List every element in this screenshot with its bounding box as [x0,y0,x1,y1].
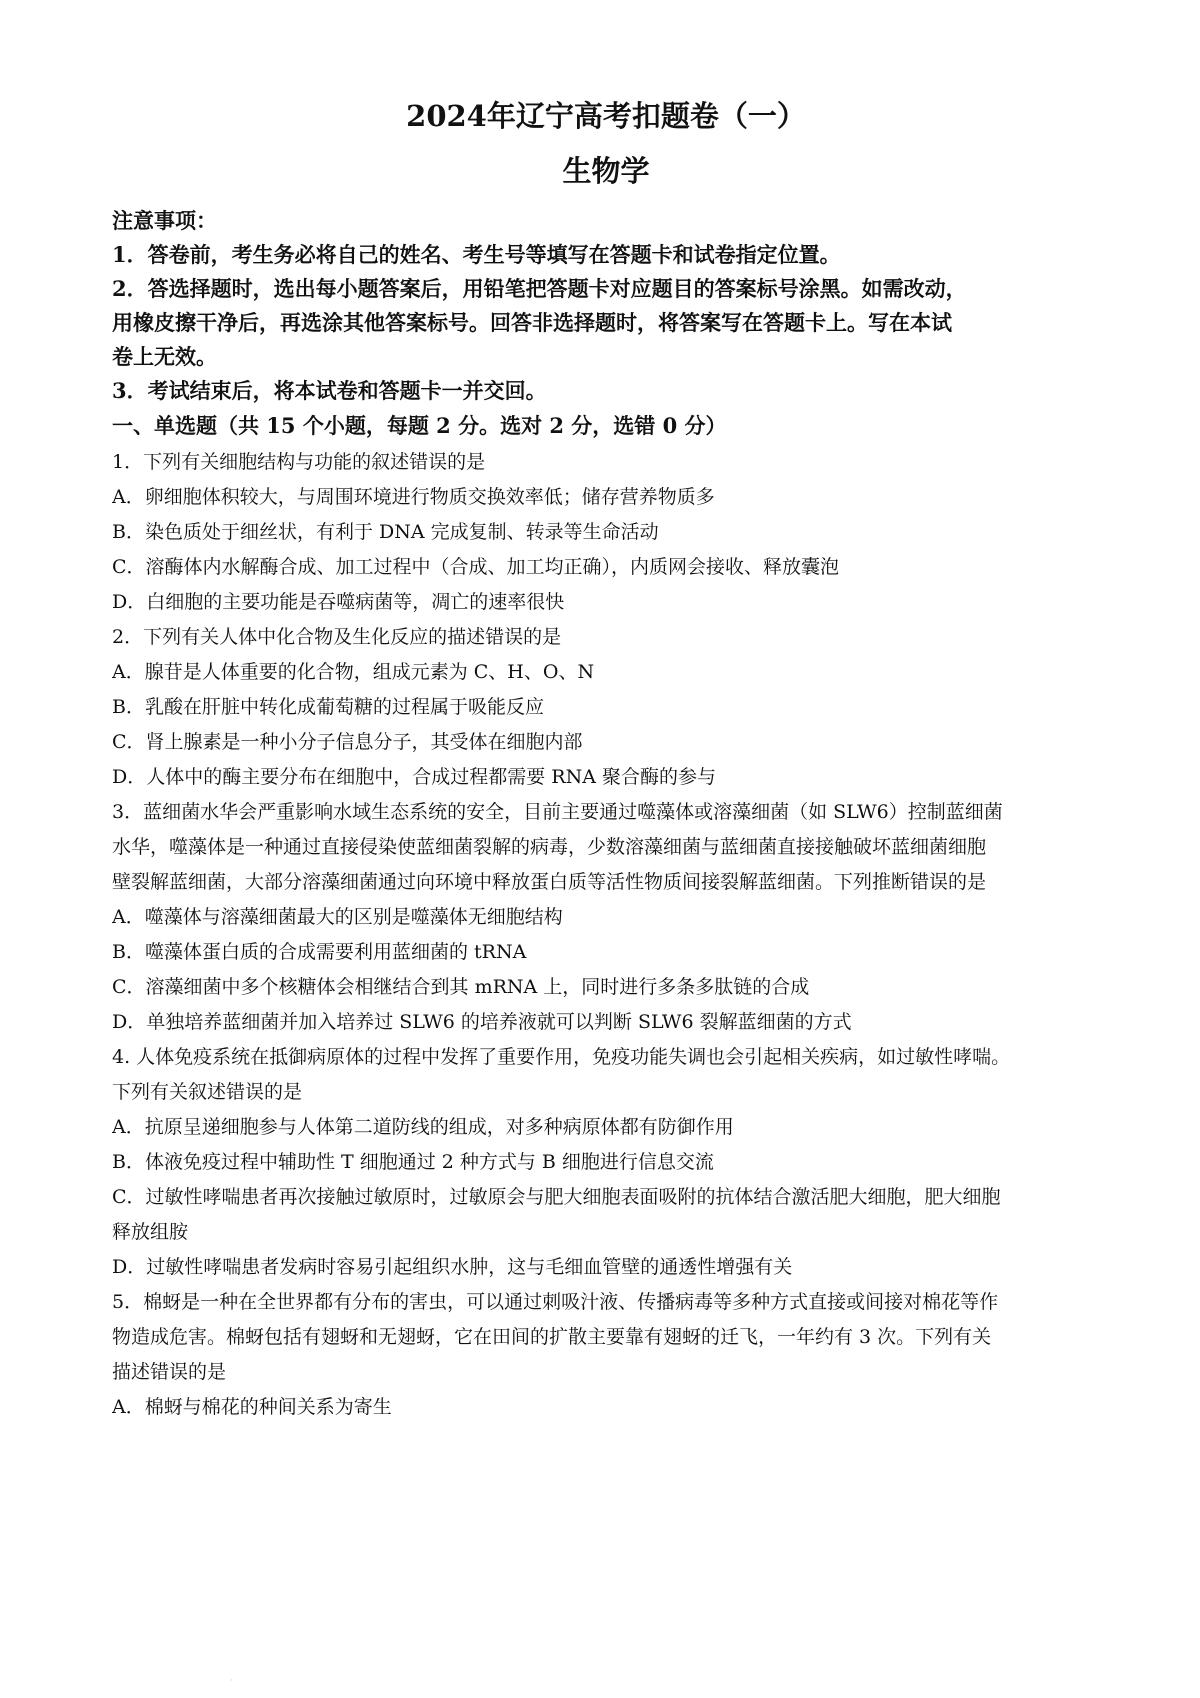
question-stem: 5．棉蚜是一种在全世界都有分布的害虫，可以通过刺吸汁液、传播病毒等多种方式直接或间接对棉花等作 [112,1291,999,1313]
exam-page [112,0,1100,1698]
question-stem: 水华，噬藻体是一种通过直接侵染使蓝细菌裂解的病毒，少数溶藻细菌与蓝细菌直接接触破坏蓝细菌细胞 [112,836,987,858]
question-option: B．乳酸在肝脏中转化成葡萄糖的过程属于吸能反应 [112,696,544,718]
notice-line: 3．考试结束后，将本试卷和答题卡一并交回。 [112,378,547,403]
notice-line: 卷上无效。 [112,344,217,369]
exam-title: 2024年辽宁高考扣题卷（一） [406,99,806,133]
question-option: A．抗原呈递细胞参与人体第二道防线的组成，对多种病原体都有防御作用 [112,1116,734,1138]
question-option: C．过敏性哮喘患者再次接触过敏原时，过敏原会与肥大细胞表面吸附的抗体结合激活肥大细胞，肥大细胞 [112,1186,1001,1208]
question-option: 释放组胺 [112,1221,189,1243]
footer-mark: · [230,1676,233,1685]
question-option: A．卵细胞体积较大，与周围环境进行物质交换效率低；储存营养物质多 [112,486,715,508]
notice-line: 2．答选择题时，选出每小题答案后，用铅笔把答题卡对应题目的答案标号涂黑。如需改动， [112,276,967,301]
question-option: B．噬藻体蛋白质的合成需要利用蓝细菌的 tRNA [112,941,527,963]
question-option: D．白细胞的主要功能是吞噬病菌等，凋亡的速率很快 [112,591,565,613]
question-stem: 1．下列有关细胞结构与功能的叙述错误的是 [112,451,486,473]
subject-title: 生物学 [562,154,650,188]
notice-line: 1．答卷前，考生务必将自己的姓名、考生号等填写在答题卡和试卷指定位置。 [112,242,841,267]
question-option: C．溶酶体内水解酶合成、加工过程中（合成、加工均正确），内质网会接收、释放囊泡 [112,556,840,578]
question-stem: 下列有关叙述错误的是 [112,1081,303,1103]
section-heading: 一、单选题（共 15 个小题，每题 2 分。选对 2 分，选错 0 分） [112,413,727,438]
question-stem: 描述错误的是 [112,1361,227,1383]
question-option: D．人体中的酶主要分布在细胞中，合成过程都需要 RNA 聚合酶的参与 [112,766,716,788]
question-option: A．腺苷是人体重要的化合物，组成元素为 C、H、O、N [112,661,595,683]
question-option: C．肾上腺素是一种小分子信息分子，其受体在细胞内部 [112,731,583,753]
notice-heading: 注意事项： [112,208,217,233]
question-stem: 4. 人体免疫系统在抵御病原体的过程中发挥了重要作用，免疫功能失调也会引起相关疾病，如过敏性哮喘。 [112,1046,1011,1068]
question-option: B．体液免疫过程中辅助性 T 细胞通过 2 种方式与 B 细胞进行信息交流 [112,1151,714,1173]
question-stem: 物造成危害。棉蚜包括有翅蚜和无翅蚜，它在田间的扩散主要靠有翅蚜的迁飞，一年约有 3 次。下列有关 [112,1326,992,1348]
notice-line: 用橡皮擦干净后，再选涂其他答案标号。回答非选择题时，将答案写在答题卡上。写在本试 [112,310,952,335]
question-option: A．棉蚜与棉花的种间关系为寄生 [112,1396,392,1418]
question-stem: 3．蓝细菌水华会严重影响水域生态系统的安全，目前主要通过噬藻体或溶藻细菌（如 SLW6）控制蓝细菌 [112,801,1003,823]
question-option: A．噬藻体与溶藻细菌最大的区别是噬藻体无细胞结构 [112,906,563,928]
question-option: C．溶藻细菌中多个核糖体会相继结合到其 mRNA 上，同时进行多条多肽链的合成 [112,976,810,998]
question-stem: 壁裂解蓝细菌，大部分溶藻细菌通过向环境中释放蛋白质等活性物质间接裂解蓝细菌。下列推断错误的是 [112,871,987,893]
question-option: D．过敏性哮喘患者发病时容易引起组织水肿，这与毛细血管壁的通透性增强有关 [112,1256,793,1278]
question-option: D．单独培养蓝细菌并加入培养过 SLW6 的培养液就可以判断 SLW6 裂解蓝细菌的方式 [112,1011,852,1033]
question-option: B．染色质处于细丝状，有利于 DNA 完成复制、转录等生命活动 [112,521,659,543]
question-stem: 2．下列有关人体中化合物及生化反应的描述错误的是 [112,626,562,648]
